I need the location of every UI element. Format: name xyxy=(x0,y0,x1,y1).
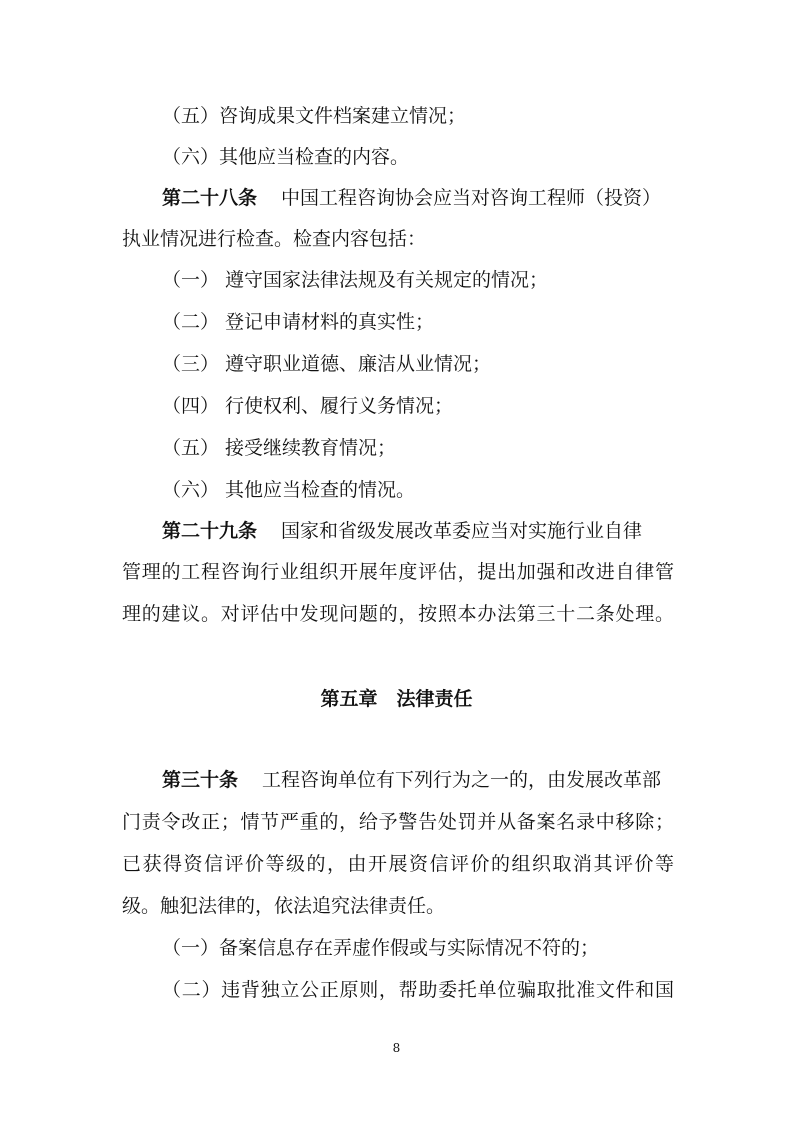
article-text: 级。触犯法律的，依法追究法律责任。 xyxy=(122,895,446,917)
list-item: （五）咨询成果文件档案建立情况； xyxy=(162,105,467,127)
article-text: 执业情况进行检查。检查内容包括： xyxy=(122,228,427,250)
chapter-title: 第五章 法律责任 xyxy=(320,688,473,710)
list-item: （五） 接受继续教育情况； xyxy=(162,437,397,459)
article-text: 管理的工程咨询行业组织开展年度评估，提出加强和改进自律管 xyxy=(122,561,674,583)
article-heading: 第三十条 xyxy=(162,769,239,791)
article-heading: 第二十九条 xyxy=(162,520,258,542)
list-item: （二） 登记申请材料的真实性； xyxy=(162,311,435,333)
page-number: 8 xyxy=(392,1041,401,1055)
article-text: 中国工程咨询协会应当对咨询工程师（投资） xyxy=(281,187,662,209)
article-text: 已获得资信评价等级的，由开展资信评价的组织取消其评价等 xyxy=(122,853,674,875)
article-text: 工程咨询单位有下列行为之一的，由发展改革部 xyxy=(262,769,662,791)
article-28-first-line xyxy=(162,184,674,212)
article-30-first-line xyxy=(162,766,674,794)
list-item: （四） 行使权利、履行义务情况； xyxy=(162,395,454,417)
list-item: （二）违背独立公正原则，帮助委托单位骗取批准文件和国 xyxy=(162,979,674,1001)
list-item: （六） 其他应当检查的情况。 xyxy=(162,479,416,501)
article-text: 门责令改正；情节严重的，给予警告处罚并从备案名录中移除； xyxy=(122,811,674,833)
list-item: （三） 遵守职业道德、廉洁从业情况； xyxy=(162,353,492,375)
list-item: （六）其他应当检查的内容。 xyxy=(162,146,410,168)
article-text: 理的建议。对评估中发现问题的，按照本办法第三十二条处理。 xyxy=(122,603,674,625)
list-item: （一） 遵守国家法律法规及有关规定的情况； xyxy=(162,269,549,291)
list-item: （一）备案信息存在弄虚作假或与实际情况不符的； xyxy=(162,937,600,959)
article-heading: 第二十八条 xyxy=(162,187,258,209)
article-29-first-line xyxy=(162,517,674,545)
article-text: 国家和省级发展改革委应当对实施行业自律 xyxy=(281,520,643,542)
